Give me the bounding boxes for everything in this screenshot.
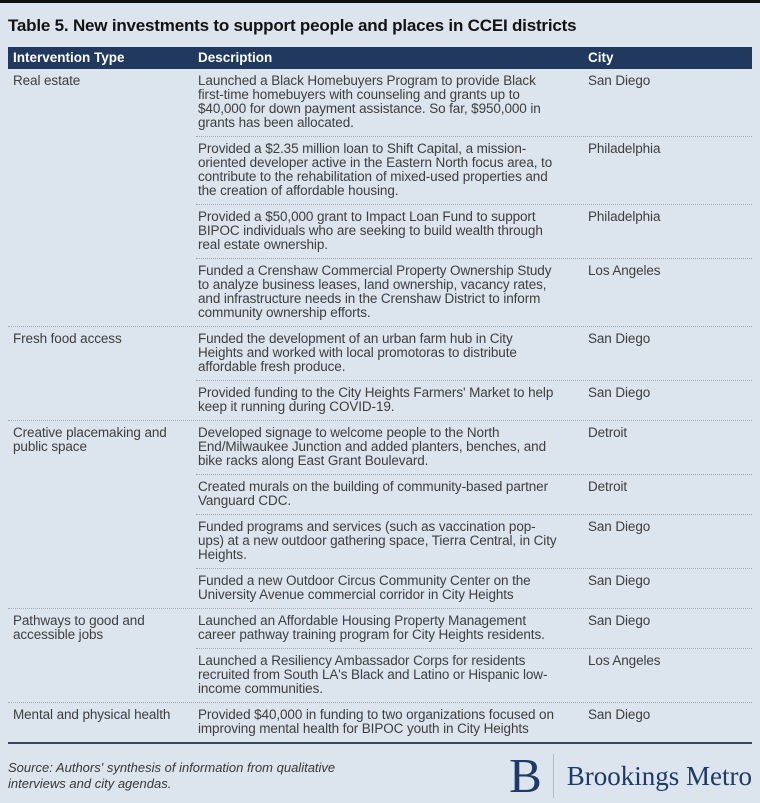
row-description: Created murals on the building of community-based partner Vanguard CDC. [198,479,548,508]
row-description: Funded a new Outdoor Circus Community Center on the University Avenue commercial corridor in City Heights [198,573,531,602]
page-title: Table 5. New investments to support people and places in CCEI districts [8,16,577,35]
brookings-b-icon: B [509,748,542,803]
top-rule [0,0,760,3]
row-city: San Diego [588,385,651,400]
row-city: San Diego [588,331,651,346]
row-description: Funded a Crenshaw Commercial Property Ownership Study to analyze business leases, land ownership, vacancy rates, and infrastructure needs in the Crenshaw District to inform community ownership efforts. [198,263,552,320]
group-fresh-food-access [8,326,752,420]
table-row [196,69,752,136]
footer [8,748,752,803]
group-mental-physical-health [8,702,752,742]
row-description: Funded the development of an urban farm hub in City Heights and worked with local promotoras to distribute affordable fresh produce. [198,331,517,374]
table-row [196,609,752,648]
row-description: Provided a $2.35 million loan to Shift Capital, a mission-oriented developer active in the Eastern North focus area, to contribute to the rehabilitation of mixed-used properties and the creation of affordable housing. [198,141,553,198]
group-creative-placemaking [8,420,752,608]
intervention-type-label: Creative placemaking and public space [13,425,167,454]
row-city: Detroit [588,479,628,494]
row-city: Los Angeles [588,653,661,668]
row-city: San Diego [588,613,651,628]
investments-table [8,47,752,742]
group-real-estate [8,69,752,326]
row-description: Provided funding to the City Heights Farmers' Market to help keep it running during COVID-19. [198,385,554,414]
row-city: Philadelphia [588,209,661,224]
row-description: Provided $40,000 in funding to two organizations focused on improving mental health for BIPOC youth in City Heights [198,707,554,736]
intervention-type-label: Real estate [13,73,81,88]
table-row [196,258,752,326]
table-row [196,204,752,258]
row-city: Philadelphia [588,141,661,156]
table-header-row [8,47,752,69]
bottom-rule [8,742,752,744]
row-city: San Diego [588,519,651,534]
group-pathways-to-jobs [8,608,752,702]
table-row [196,703,752,742]
intervention-type-label: Mental and physical health [13,707,171,722]
table-row [196,568,752,608]
table-row [196,327,752,380]
column-header-intervention-type: Intervention Type [13,50,125,65]
row-description: Provided a $50,000 grant to Impact Loan Fund to support BIPOC individuals who are seeking to build wealth through real estate ownership. [198,209,543,252]
logo-divider [553,754,554,798]
row-description: Developed signage to welcome people to the North End/Milwaukee Junction and added planters, benches, and bike racks along East Grant Boulevard. [198,425,546,468]
column-header-description: Description [198,50,273,65]
row-city: San Diego [588,707,651,722]
table-row [196,514,752,568]
intervention-type-label: Fresh food access [13,331,122,346]
row-city: Detroit [588,425,628,440]
table-row [196,474,752,514]
table-body [8,69,752,742]
table-row [196,380,752,420]
row-description: Launched a Black Homebuyers Program to provide Black first-time homebuyers with counseling and grants up to $40,000 for down payment assistance. So far, $950,000 in grants has been allocated. [198,73,541,130]
row-city: San Diego [588,573,651,588]
row-city: Los Angeles [588,263,661,278]
source-note: Source: Authors' synthesis of information from qualitative interviews and city agendas. [8,760,336,791]
row-description: Launched a Resiliency Ambassador Corps for residents recruited from South LA's Black and Latino or Hispanic low-income communities. [198,653,548,696]
table-row [196,648,752,702]
column-header-city: City [588,50,614,65]
row-description: Launched an Affordable Housing Property Management career pathway training program for City Heights residents. [198,613,545,642]
intervention-type-label: Pathways to good and accessible jobs [13,613,145,642]
table-row [196,421,752,474]
row-city: San Diego [588,73,651,88]
table-row [196,136,752,204]
brookings-metro-wordmark: Brookings Metro [566,760,752,791]
row-description: Funded programs and services (such as vaccination pop-ups) at a new outdoor gathering space, Tierra Central, in City Heights. [198,519,557,562]
brookings-metro-logo [509,748,752,803]
